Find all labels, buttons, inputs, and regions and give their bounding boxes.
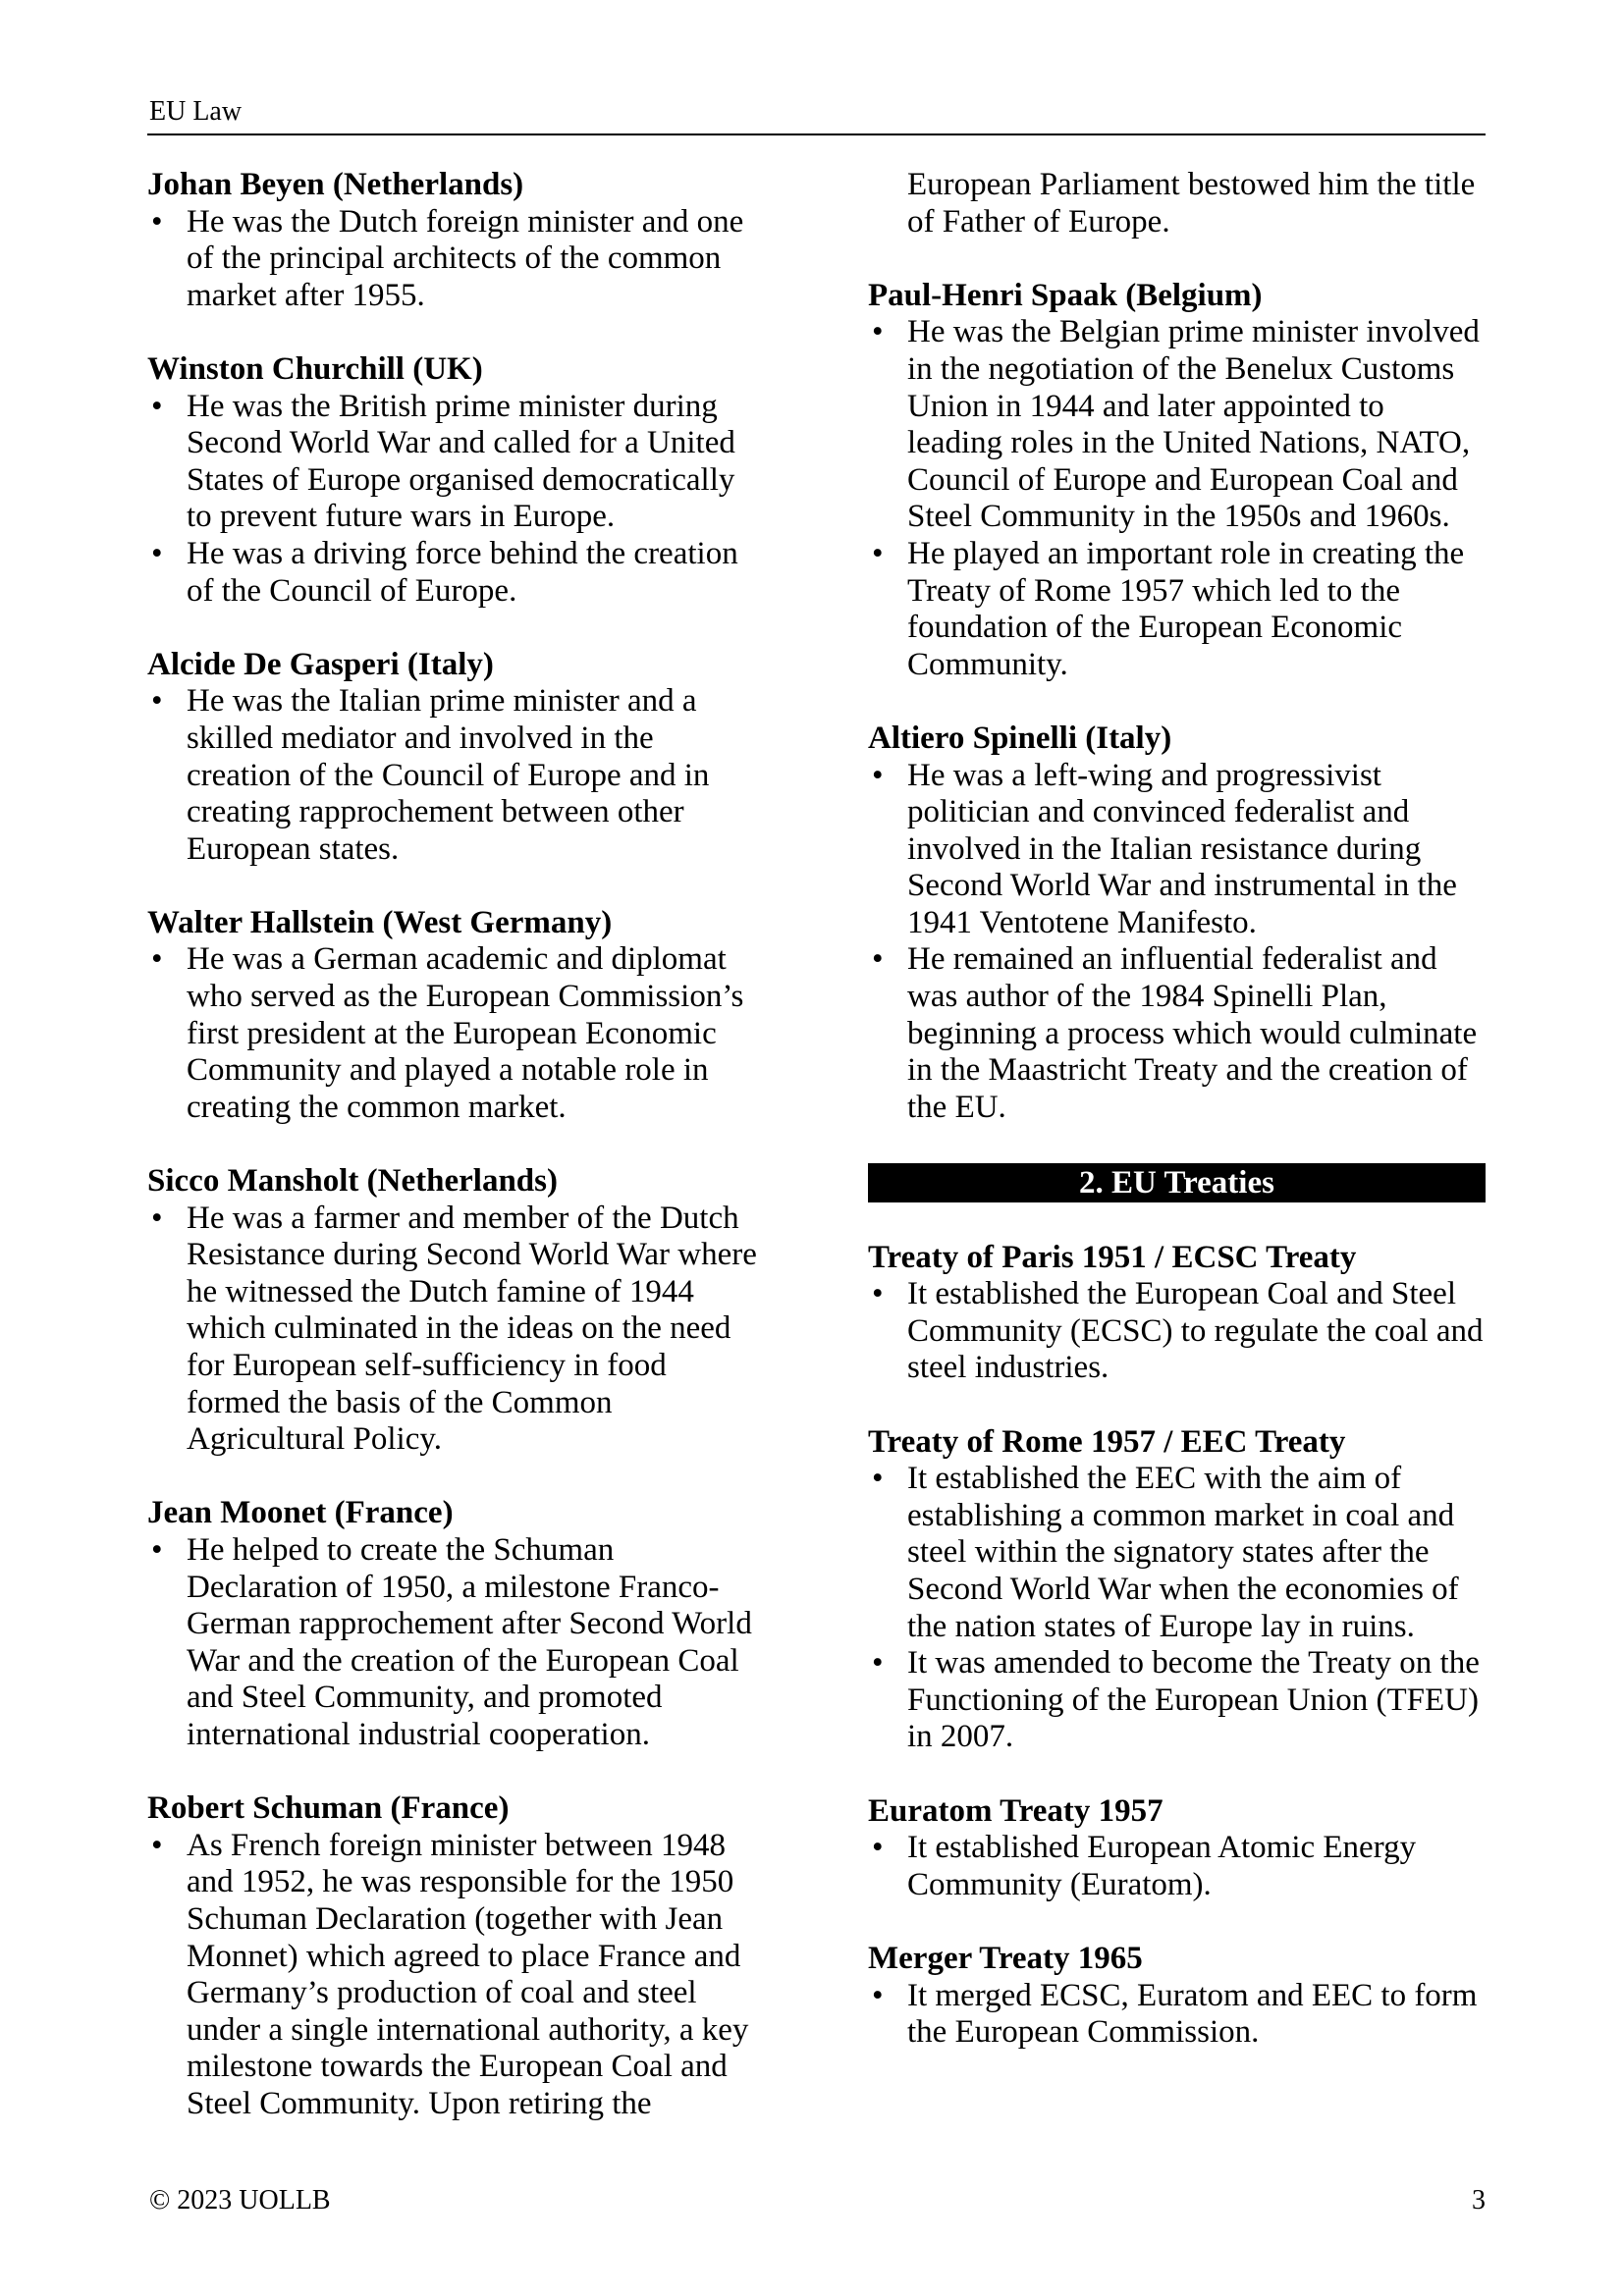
bullet-item: • It was amended to become the Treaty on the Functioning of the European Union (TFEU) in 2007.	[868, 1645, 1486, 1756]
bullet-list	[868, 1978, 1486, 2052]
bullet-list	[147, 683, 766, 868]
continuation-text: European Parliament bestowed him the title of Father of Europe.	[907, 167, 1476, 240]
section-paul-henri-spaak	[868, 278, 1486, 684]
bullet-item: • It established the EEC with the aim of establishing a common market in coal and steel within the signatory states after the Second World War when the economies of the nation states of Europe lay in ruins.	[868, 1461, 1486, 1645]
bullet-list	[147, 1532, 766, 1754]
section-treaty-of-rome	[868, 1424, 1486, 1756]
bullet-item: • He remained an influential federalist and was author of the 1984 Spinelli Plan, beginning a process which would culminate in the Maastricht Treaty and the creation of the EU.	[868, 941, 1486, 1126]
section-alcide-de-gasperi	[147, 647, 766, 869]
header-title: EU Law	[149, 96, 243, 127]
left-column	[147, 167, 766, 2160]
bullet-item: • He played an important role in creating the Treaty of Rome 1957 which led to the foundation of the European Economic Community.	[868, 536, 1486, 683]
section-title: Merger Treaty 1965	[868, 1940, 1143, 1976]
bullet-list	[147, 1201, 766, 1459]
section-title: Altiero Spinelli (Italy)	[868, 720, 1172, 756]
section-robert-schuman	[147, 1790, 766, 2122]
bullet-item: • He was the Belgian prime minister involved in the negotiation of the Benelux Customs Union in 1944 and later appointed to leading roles in the United Nations, NATO, Council of Europe and European Coal and Steel Community in the 1950s and 1960s.	[868, 314, 1486, 536]
bullet-list	[147, 204, 766, 315]
section-title: Sicco Mansholt (Netherlands)	[147, 1163, 558, 1200]
footer-copyright: © 2023 UOLLB	[149, 2185, 331, 2216]
section-euratom-treaty	[868, 1793, 1486, 1904]
section-title: Paul-Henri Spaak (Belgium)	[868, 277, 1263, 313]
page-number: 3	[1472, 2185, 1486, 2216]
bullet-item: • He was a farmer and member of the Dutch Resistance during Second World War where he witnessed the Dutch famine of 1944 which culminated in the ideas on the need for European self-sufficiency in food formed the basis of the Common Agricultural Policy.	[147, 1201, 766, 1459]
bullet-list	[147, 941, 766, 1126]
bullet-item: • He helped to create the Schuman Declaration of 1950, a milestone Franco-German rapprochement after Second World War and the creation of the European Coal and Steel Community, and promoted international industrial cooperation.	[147, 1532, 766, 1754]
bullet-item: • He was the Dutch foreign minister and one of the principal architects of the common market after 1955.	[147, 204, 766, 315]
right-column	[868, 167, 1486, 2088]
bullet-list	[868, 314, 1486, 683]
bullet-list	[868, 1461, 1486, 1756]
bullet-list	[147, 1828, 766, 2123]
section-altiero-spinelli	[868, 721, 1486, 1127]
section-merger-treaty	[868, 1941, 1486, 2052]
bullet-item: • He was the Italian prime minister and a skilled mediator and involved in the creation of the Council of Europe and in creating rapprochement between other European states.	[147, 683, 766, 868]
bullet-item: • He was a left-wing and progressivist politician and convinced federalist and involved in the Italian resistance during Second World War and instrumental in the 1941 Ventotene Manifesto.	[868, 758, 1486, 942]
bullet-item: • It merged ECSC, Euratom and EEC to form the European Commission.	[868, 1978, 1486, 2052]
section-treaty-of-paris	[868, 1240, 1486, 1387]
section-title: Euratom Treaty 1957	[868, 1792, 1163, 1829]
section-title: Walter Hallstein (West Germany)	[147, 904, 613, 940]
section-title: Robert Schuman (France)	[147, 1790, 510, 1827]
section-walter-hallstein	[147, 905, 766, 1127]
bullet-list	[868, 1276, 1486, 1387]
section-winston-churchill	[147, 351, 766, 610]
bullet-item: • It established European Atomic Energy Community (Euratom).	[868, 1830, 1486, 1903]
section-title: Alcide De Gasperi (Italy)	[147, 646, 494, 682]
section-heading-eu-treaties: 2. EU Treaties	[868, 1163, 1486, 1202]
section-title: Jean Moonet (France)	[147, 1495, 454, 1531]
section-sicco-mansholt	[147, 1163, 766, 1459]
section-title: Winston Churchill (UK)	[147, 350, 483, 387]
bullet-item: • As French foreign minister between 1948 and 1952, he was responsible for the 1950 Schuman Declaration (together with Jean Monnet) which agreed to place France and Germany’s production of coal and steel under a single international authority, a key milestone towards the European Coal and Steel Community. Upon retiring the	[147, 1828, 766, 2123]
section-title: Johan Beyen (Netherlands)	[147, 167, 524, 202]
bullet-list	[868, 1830, 1486, 1903]
section-title: Treaty of Rome 1957 / EEC Treaty	[868, 1423, 1346, 1460]
bullet-item: • It established the European Coal and Steel Community (ECSC) to regulate the coal and steel industries.	[868, 1276, 1486, 1387]
bullet-item: • He was the British prime minister during Second World War and called for a United States of Europe organised democratically to prevent future wars in Europe.	[147, 389, 766, 536]
bullet-list	[868, 758, 1486, 1127]
bullet-item: • He was a driving force behind the creation of the Council of Europe.	[147, 536, 766, 610]
bullet-list	[147, 389, 766, 611]
section-johan-beyen	[147, 167, 766, 314]
bullet-item: • He was a German academic and diplomat who served as the European Commission’s first president at the European Economic Community and played a notable role in creating the common market.	[147, 941, 766, 1126]
section-jean-moonet	[147, 1495, 766, 1753]
page-header	[147, 96, 1486, 135]
section-title: Treaty of Paris 1951 / ECSC Treaty	[868, 1239, 1357, 1275]
